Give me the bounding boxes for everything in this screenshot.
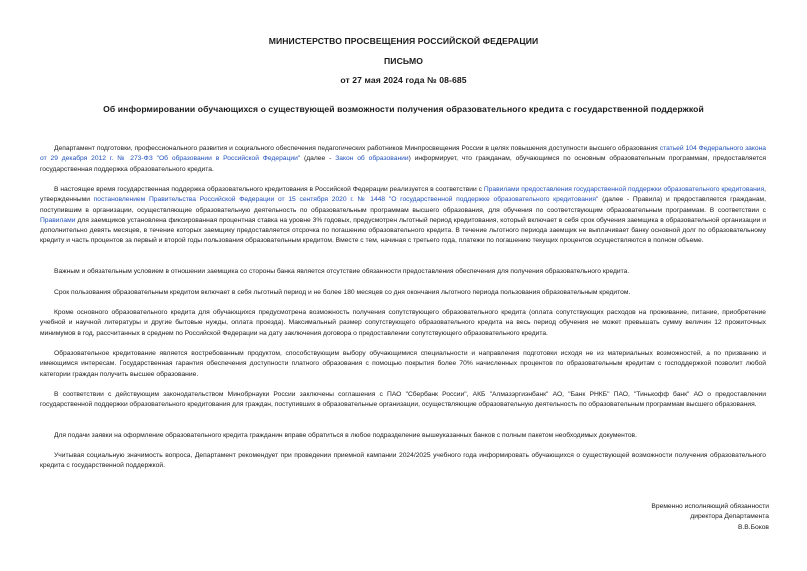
paragraph-2-text-d: для заемщиков установлена фиксированная процентная ставка на уровне 3% годовых, предусмотрен льготный период кредитования, который включает в себя срок обучения заемщика в образовательной организации и дополнительно девять месяцев, в течение которых заемщику предоставляется отсрочка по погашению образовательного кредита. В течение льготного периода заемщик не выплачивает банку основной долг по образовательному кредиту и часть процентов за первый и второй годы пользования образовательным кредитом. Вместе с тем, начиная с третьего года, платежи по погашению текущих процентов осуществляются в полном объеме.: [40, 216, 766, 245]
document-date-number: от 27 мая 2024 года № 08-685: [340, 75, 467, 85]
paragraph-8: Для подачи заявки на оформление образовательного кредита гражданин вправе обратиться в любое подразделение вышеуказанных банков с полным пакетом необходимых документов.: [54, 432, 637, 439]
signature-department: директора Департамента: [690, 513, 769, 521]
paragraph-3: Важным и обязательным условием в отношении заемщика со стороны банка является отсутствие обязанности предоставления обеспечения для получения образовательного кредита.: [54, 268, 630, 275]
law-article-link[interactable]: статьей 104 Федерального закона от 29 декабря 2012 г. № 273-ФЗ "Об образовании в Российской Федерации": [40, 145, 766, 163]
paragraph-1: [40, 144, 766, 175]
rules-link[interactable]: Правилами предоставления государственной поддержки образовательного кредитования: [483, 186, 765, 193]
paragraph-7: В соответствии с действующим законодательством Минобрнауки России заключены соглашения с ПАО "Сбербанк России", АКБ "Алмазэргиэнбанк" АО, "Банк РНКБ" ПАО, "Тинькофф банк" АО о предоставлении государственной поддержки образовательного кредитования для граждан, поступивших в образовательные организации, осуществляющие образовательную деятельность по образовательным программам высшего образования.: [40, 391, 766, 409]
signature-position: Временно исполняющий обязанности: [651, 503, 769, 510]
education-law-link[interactable]: Закон об образовании: [335, 155, 409, 163]
paragraph-1-text-a: Департамент подготовки, профессионального развития и социального обеспечения педагогических работников Минпросвещения России в целях повышения доступности высшего образования: [54, 145, 660, 152]
government-decree-link[interactable]: постановлением Правительства Российской Федерации от 15 сентября 2020 г. № 1448 "О государственной поддержке образовательного кредитования": [93, 196, 599, 204]
paragraph-2-text-a: В настоящее время государственная поддержка образовательного кредитования в Российской Федерации реализуется в соответствии с: [54, 186, 484, 193]
paragraph-2-text-c: (далее - Правила) и предоставляется гражданам, поступившим в организации, осуществляющие образовательную деятельность по образовательным программам высшего образования, для обучения по соответствующим образовательным программам. В соответствии с: [40, 196, 766, 214]
paragraph-1-text-c: ) информирует, что гражданам, обучающимся по основным образовательным программам, предоставляется государственная поддержка образовательного кредита.: [40, 155, 766, 173]
paragraph-2-text-b: , утвержденными: [40, 186, 766, 204]
paragraph-1-text-b: (далее -: [300, 155, 336, 163]
paragraph-6: Образовательное кредитование является востребованным продуктом, способствующим выбору обучающимися специальности и направления подготовки исходя не из материальных возможностей, а по призванию и имеющимся интересам. Государственная гарантия обеспечения доступности платного образования с помощью покрытия более 70% начисленных процентов по образовательным кредитам с господдержкой позволит любой категории граждан получить высшее образование.: [40, 350, 766, 378]
paragraph-4: Срок пользования образовательным кредитом включает в себя льготный период и не более 180 месяцев со дня окончания льготного периода пользования образовательным кредитом.: [54, 289, 631, 296]
document-subject: Об информировании обучающихся о существующей возможности получения образовательного кредита с государственной поддержкой: [103, 104, 704, 114]
rules-short-link[interactable]: Правилами: [40, 216, 76, 224]
ministry-heading: МИНИСТЕРСТВО ПРОСВЕЩЕНИЯ РОССИЙСКОЙ ФЕДЕРАЦИИ: [268, 36, 539, 46]
document-type: ПИСЬМО: [384, 56, 423, 66]
paragraph-5: Кроме основного образовательного кредита для обучающихся предусмотрена возможность получения сопутствующего образовательного кредита (оплата сопутствующих расходов на проживание, питание, приобретение учебной и научной литературы и другие бытовые нужды, оплата проезда). Максимальный размер сопутствующего образовательного кредита на весь период обучения не может превышать сумму величин 12 прожиточных минимумов в год, рассчитанных в среднем по Российской Федерации на дату заключения договора о предоставлении сопутствующего образовательного кредита.: [40, 309, 766, 337]
paragraph-9: Учитывая социальную значимость вопроса, Департамент рекомендует при проведении приемной кампании 2024/2025 учебного года информировать обучающихся о существующей возможности получения образовательного кредита с государственной поддержкой.: [40, 452, 766, 470]
signature-name: В.В.Боков: [737, 523, 769, 531]
signature-block: [469, 502, 769, 533]
paragraph-2: [40, 185, 766, 247]
